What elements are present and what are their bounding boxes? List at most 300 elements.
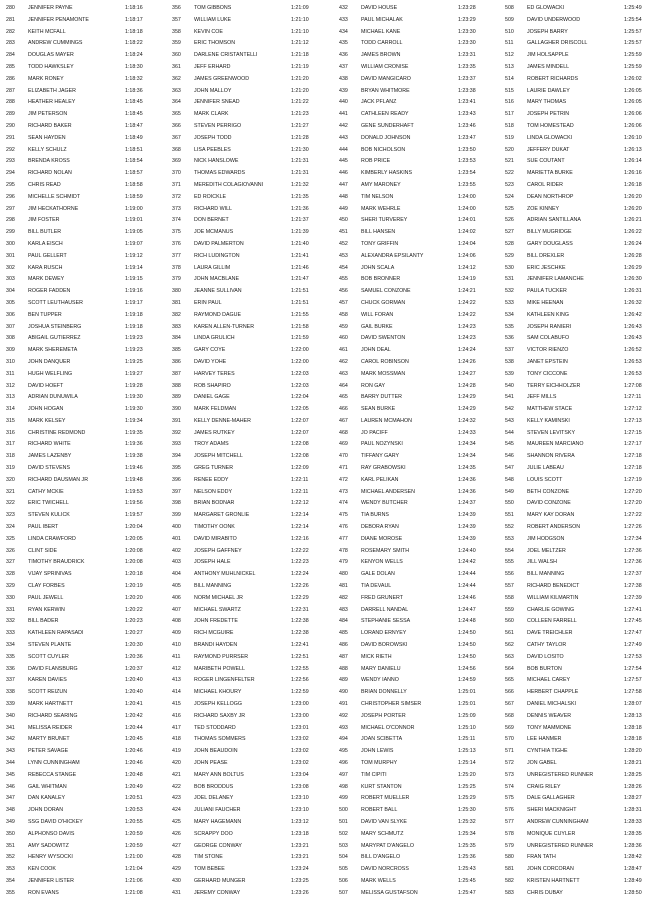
runner-name: DAN KANALEY <box>28 795 66 802</box>
place-number: 431 <box>172 889 181 896</box>
runner-name: DAVID MIRABITO <box>194 535 237 542</box>
finish-time: 1:23:31 <box>458 52 476 59</box>
place-number: 509 <box>505 16 514 23</box>
place-number: 395 <box>172 465 181 472</box>
finish-time: 1:18:49 <box>125 134 143 141</box>
place-number: 370 <box>172 170 181 177</box>
finish-time: 1:27:19 <box>624 476 642 483</box>
place-number: 573 <box>505 771 514 778</box>
place-number: 415 <box>172 701 181 708</box>
place-number: 476 <box>339 524 348 531</box>
place-number: 510 <box>505 28 514 35</box>
place-number: 466 <box>339 406 348 413</box>
finish-time: 1:20:04 <box>125 524 143 531</box>
place-number: 390 <box>172 406 181 413</box>
place-number: 546 <box>505 453 514 460</box>
runner-name: ROBERT BALL <box>361 807 398 814</box>
finish-time: 1:26:05 <box>624 87 642 94</box>
runner-name: DAVID VAN SLYKE <box>361 818 407 825</box>
finish-time: 1:23:10 <box>291 795 309 802</box>
finish-time: 1:20:45 <box>125 736 143 743</box>
finish-time: 1:24:56 <box>458 665 476 672</box>
runner-name: MICK RIETH <box>361 653 392 660</box>
place-number: 548 <box>505 476 514 483</box>
runner-name: MICHAEL CAREY <box>527 677 571 684</box>
runner-name: PAUL JEWELL <box>28 594 64 601</box>
place-number: 346 <box>6 783 15 790</box>
finish-time: 1:22:07 <box>291 429 309 436</box>
place-number: 487 <box>339 653 348 660</box>
runner-name: JEFF ERHARD <box>194 63 231 70</box>
finish-time: 1:24:36 <box>458 488 476 495</box>
runner-name: DONALD JOHNSON <box>361 134 411 141</box>
runner-name: MARK KELSEY <box>28 417 66 424</box>
runner-name: MARK CLARK <box>194 111 229 118</box>
place-number: 366 <box>172 122 181 129</box>
finish-time: 1:21:30 <box>291 146 309 153</box>
finish-time: 1:25:59 <box>624 63 642 70</box>
runner-name: MICHAEL O'CONNOR <box>361 724 415 731</box>
runner-name: ANTHONY MUHLNICKEL <box>194 571 256 578</box>
finish-time: 1:23:41 <box>458 99 476 106</box>
finish-time: 1:24:37 <box>458 500 476 507</box>
runner-name: SCOTT REIZUN <box>28 689 68 696</box>
place-number: 503 <box>339 842 348 849</box>
place-number: 498 <box>339 783 348 790</box>
place-number: 454 <box>339 264 348 271</box>
finish-time: 1:19:53 <box>125 488 143 495</box>
runner-name: ROGER LINGENFELTER <box>194 677 255 684</box>
finish-time: 1:18:24 <box>125 52 143 59</box>
finish-time: 1:27:38 <box>624 583 642 590</box>
runner-name: DANIEL GAGE <box>194 394 230 401</box>
place-number: 387 <box>172 370 181 377</box>
finish-time: 1:21:39 <box>291 229 309 236</box>
place-number: 444 <box>339 146 348 153</box>
finish-time: 1:28:42 <box>624 854 642 861</box>
finish-time: 1:19:15 <box>125 276 143 283</box>
finish-time: 1:20:46 <box>125 748 143 755</box>
finish-time: 1:24:42 <box>458 559 476 566</box>
runner-name: ALEXANDRA EPSILANTY <box>361 252 424 259</box>
place-number: 388 <box>172 382 181 389</box>
finish-time: 1:23:04 <box>291 771 309 778</box>
finish-time: 1:19:34 <box>125 417 143 424</box>
place-number: 574 <box>505 783 514 790</box>
runner-name: ALPHONSO DAVIS <box>28 830 75 837</box>
place-number: 521 <box>505 158 514 165</box>
runner-name: RICHARD NOLAN <box>28 170 72 177</box>
place-number: 316 <box>6 429 15 436</box>
finish-time: 1:19:25 <box>125 358 143 365</box>
runner-name: RICH MCGUIRE <box>194 630 234 637</box>
runner-name: CRAIG RILEY <box>527 783 561 790</box>
place-number: 561 <box>505 630 514 637</box>
place-number: 570 <box>505 736 514 743</box>
place-number: 391 <box>172 417 181 424</box>
place-number: 301 <box>6 252 15 259</box>
place-number: 347 <box>6 795 15 802</box>
place-number: 292 <box>6 146 15 153</box>
runner-name: JON GABEL <box>527 760 557 766</box>
place-number: 496 <box>339 760 348 766</box>
runner-name: JAMES MINDELL <box>527 63 570 70</box>
runner-name: KAREN DAVIES <box>28 677 67 684</box>
finish-time: 1:23:53 <box>458 158 476 165</box>
place-number: 537 <box>505 347 514 354</box>
place-number: 348 <box>6 807 15 814</box>
place-number: 378 <box>172 264 181 271</box>
finish-time: 1:23:02 <box>291 748 309 755</box>
finish-time: 1:24:28 <box>458 382 476 389</box>
runner-name: ROBERT MUELLER <box>361 795 410 802</box>
runner-name: DAVID MANGICARO <box>361 75 411 82</box>
finish-time: 1:18:36 <box>125 87 143 94</box>
finish-time: 1:23:35 <box>458 63 476 70</box>
runner-name: TERRY EICHHOLZER <box>527 382 581 389</box>
runner-name: PAULA TUCKER <box>527 288 567 295</box>
place-number: 551 <box>505 512 514 519</box>
place-number: 578 <box>505 830 514 837</box>
place-number: 413 <box>172 677 181 684</box>
runner-name: TONY GRIFFIN <box>361 240 399 247</box>
finish-time: 1:23:50 <box>458 146 476 153</box>
finish-time: 1:27:11 <box>624 394 642 401</box>
runner-name: MICHAEL KHOURY <box>194 689 242 696</box>
place-number: 374 <box>172 217 181 224</box>
finish-time: 1:21:22 <box>291 99 309 106</box>
finish-time: 1:24:00 <box>458 193 476 200</box>
place-number: 361 <box>172 63 181 70</box>
runner-name: BOB BURTON <box>527 665 562 672</box>
runner-name: CHRISTOPHER SIMSER <box>361 701 422 708</box>
runner-name: DALE GALLAGHER <box>527 795 575 802</box>
finish-time: 1:19:35 <box>125 429 143 436</box>
runner-name: LEE HANMER <box>527 736 562 743</box>
finish-time: 1:21:04 <box>125 866 143 873</box>
place-number: 280 <box>6 5 15 11</box>
finish-time: 1:20:59 <box>125 830 143 837</box>
runner-name: MARY SCHMUTZ <box>361 830 404 837</box>
place-number: 373 <box>172 205 181 212</box>
finish-time: 1:27:34 <box>624 535 642 542</box>
finish-time: 1:20:19 <box>125 583 143 590</box>
place-number: 425 <box>172 818 181 825</box>
finish-time: 1:23:54 <box>458 170 476 177</box>
finish-time: 1:24:24 <box>458 347 476 354</box>
finish-time: 1:24:50 <box>458 630 476 637</box>
finish-time: 1:19:27 <box>125 370 143 377</box>
runner-name: DAVID NORCROSS <box>361 866 409 873</box>
runner-name: BILL DREXLER <box>527 252 565 259</box>
place-number: 472 <box>339 476 348 483</box>
place-number: 456 <box>339 288 348 295</box>
place-number: 404 <box>172 571 181 578</box>
finish-time: 1:28:20 <box>624 748 642 755</box>
finish-time: 1:22:09 <box>291 465 309 472</box>
runner-name: TONY CICCONE <box>527 370 568 377</box>
finish-time: 1:27:45 <box>624 618 642 625</box>
runner-name: JOHN CORCORAN <box>527 866 574 873</box>
place-number: 567 <box>505 701 514 708</box>
runner-name: JOE MCMANUS <box>194 229 234 236</box>
place-number: 442 <box>339 122 348 129</box>
finish-time: 1:23:10 <box>291 807 309 814</box>
place-number: 473 <box>339 488 348 495</box>
finish-time: 1:19:17 <box>125 299 143 306</box>
runner-name: RICHARD DAUSMAN JR <box>28 476 89 483</box>
finish-time: 1:19:38 <box>125 453 143 460</box>
place-number: 582 <box>505 877 514 884</box>
finish-time: 1:22:07 <box>291 417 309 424</box>
place-number: 455 <box>339 276 348 283</box>
runner-name: DENNIS WEAVER <box>527 712 572 719</box>
place-number: 446 <box>339 170 348 177</box>
finish-time: 1:23:43 <box>458 111 476 118</box>
finish-time: 1:24:29 <box>458 406 476 413</box>
runner-name: RICHARD WILL <box>194 205 232 212</box>
runner-name: ANDREW CUMMINGS <box>28 40 83 47</box>
finish-time: 1:26:21 <box>624 217 642 224</box>
finish-time: 1:24:46 <box>458 594 476 601</box>
finish-time: 1:28:33 <box>624 818 642 825</box>
finish-time: 1:28:36 <box>624 842 642 849</box>
runner-name: MARIETTA BURKE <box>527 170 573 177</box>
finish-time: 1:19:28 <box>125 382 143 389</box>
runner-name: MARIBETH POWELL <box>194 665 245 672</box>
place-number: 359 <box>172 40 181 47</box>
runner-name: PAUL MICHALAK <box>361 16 403 23</box>
finish-time: 1:23:30 <box>458 28 476 35</box>
runner-name: RAYMOND DAGUE <box>194 311 241 318</box>
place-number: 360 <box>172 52 181 59</box>
place-number: 563 <box>505 653 514 660</box>
finish-time: 1:26:53 <box>624 370 642 377</box>
finish-time: 1:24:19 <box>458 276 476 283</box>
place-number: 469 <box>339 441 348 448</box>
runner-name: CYNTHIA TIGHE <box>527 748 568 755</box>
runner-name: MONIQUE CUYLER <box>527 830 576 837</box>
finish-time: 1:27:36 <box>624 559 642 566</box>
finish-time: 1:21:19 <box>291 63 309 70</box>
finish-time: 1:26:06 <box>624 111 642 118</box>
finish-time: 1:27:12 <box>624 406 642 413</box>
place-number: 566 <box>505 689 514 696</box>
finish-time: 1:24:39 <box>458 524 476 531</box>
finish-time: 1:28:50 <box>624 889 642 896</box>
runner-name: BILL MANNING <box>527 571 565 578</box>
finish-time: 1:20:05 <box>125 535 143 542</box>
finish-time: 1:19:36 <box>125 441 143 448</box>
place-number: 576 <box>505 807 514 814</box>
runner-name: ROB SHAPIRO <box>194 382 231 389</box>
runner-name: JOHN DORAN <box>28 807 64 814</box>
runner-name: BRIAN DONNELLY <box>361 689 407 696</box>
finish-time: 1:26:32 <box>624 299 642 306</box>
place-number: 495 <box>339 748 348 755</box>
finish-time: 1:22:55 <box>291 665 309 672</box>
finish-time: 1:26:20 <box>624 205 642 212</box>
runner-name: BILL BUTLER <box>28 229 62 236</box>
place-number: 296 <box>6 193 15 200</box>
runner-name: DAVE TREICHLER <box>527 630 573 637</box>
runner-name: CATHY MCKIE <box>28 488 64 495</box>
place-number: 286 <box>6 75 15 82</box>
place-number: 284 <box>6 52 15 59</box>
finish-time: 1:24:27 <box>458 370 476 377</box>
finish-time: 1:24:34 <box>458 453 476 460</box>
runner-name: JENNIFER PENAMONTE <box>28 16 89 23</box>
finish-time: 1:24:50 <box>458 653 476 660</box>
finish-time: 1:21:55 <box>291 311 309 318</box>
place-number: 353 <box>6 866 15 873</box>
runner-name: BRIAN BODNAR <box>194 500 235 507</box>
place-number: 389 <box>172 394 181 401</box>
runner-name: SAMUEL CONZONE <box>361 288 411 295</box>
finish-time: 1:21:47 <box>291 276 309 283</box>
place-number: 306 <box>6 311 15 318</box>
runner-name: JOSEPH KELLOGG <box>194 701 242 708</box>
finish-time: 1:23:24 <box>291 866 309 873</box>
finish-time: 1:25:34 <box>458 830 476 837</box>
place-number: 452 <box>339 240 348 247</box>
finish-time: 1:25:01 <box>458 689 476 696</box>
runner-name: UNREGISTERED RUNNER <box>527 842 594 849</box>
runner-name: BILL HANSEN <box>361 229 396 236</box>
runner-name: JIM HOLSAPPLE <box>527 52 569 59</box>
place-number: 451 <box>339 229 348 236</box>
runner-name: MATTHEW STACE <box>527 406 573 413</box>
runner-name: KURT STANTON <box>361 783 402 790</box>
place-number: 513 <box>505 63 514 70</box>
finish-time: 1:22:08 <box>291 453 309 460</box>
finish-time: 1:21:46 <box>291 264 309 271</box>
finish-time: 1:22:16 <box>291 535 309 542</box>
place-number: 515 <box>505 87 514 94</box>
runner-name: ROB PRICE <box>361 158 391 165</box>
finish-time: 1:24:50 <box>458 642 476 649</box>
finish-time: 1:21:27 <box>291 122 309 129</box>
place-number: 457 <box>339 299 348 306</box>
runner-name: DAVID LOSITO <box>527 653 564 660</box>
place-number: 562 <box>505 642 514 649</box>
finish-time: 1:18:32 <box>125 75 143 82</box>
place-number: 422 <box>172 783 181 790</box>
runner-name: DARLENE CRISTANTELLI <box>194 52 258 59</box>
finish-time: 1:20:51 <box>125 795 143 802</box>
runner-name: JO PACIFF <box>361 429 388 436</box>
runner-name: WENDY BUTCHER <box>361 500 408 507</box>
runner-name: DAVID PALMERTON <box>194 240 244 247</box>
finish-time: 1:28:18 <box>624 724 642 731</box>
runner-name: RAY GRABOWSKI <box>361 465 406 472</box>
runner-name: PAUL GELLERT <box>28 252 67 259</box>
runner-name: BRYAN WHITMORE <box>361 87 410 94</box>
place-number: 290 <box>6 122 15 129</box>
finish-time: 1:24:44 <box>458 571 476 578</box>
runner-name: JOHN DANQUER <box>28 358 71 365</box>
place-number: 526 <box>505 217 514 224</box>
finish-time: 1:26:29 <box>624 264 642 271</box>
place-number: 405 <box>172 583 181 590</box>
place-number: 369 <box>172 158 181 165</box>
runner-name: JOSHUA STEINBERG <box>28 323 82 330</box>
place-number: 483 <box>339 606 348 613</box>
runner-name: RICHARD SEARING <box>28 712 78 719</box>
place-number: 319 <box>6 465 15 472</box>
place-number: 377 <box>172 252 181 259</box>
finish-time: 1:27:37 <box>624 571 642 578</box>
place-number: 291 <box>6 134 15 141</box>
finish-time: 1:27:15 <box>624 429 642 436</box>
runner-name: JOSEPH RANIERI <box>527 323 572 330</box>
runner-name: CLINT SIDE <box>28 547 58 554</box>
place-number: 532 <box>505 288 514 295</box>
runner-name: HEATHER HEALEY <box>28 99 76 106</box>
runner-name: RICHARD BAKER <box>28 122 72 129</box>
place-number: 312 <box>6 382 15 389</box>
place-number: 322 <box>6 500 15 507</box>
runner-name: PETER SAVAGE <box>28 748 69 755</box>
runner-name: HERBERT CHAPPLE <box>527 689 579 696</box>
runner-name: TOM BEBEE <box>194 866 225 873</box>
place-number: 577 <box>505 818 514 825</box>
runner-name: DAVID UNDERWOOD <box>527 16 581 23</box>
place-number: 406 <box>172 594 181 601</box>
finish-time: 1:26:22 <box>624 229 642 236</box>
runner-name: BILL BADER <box>28 618 59 625</box>
runner-name: ROGER FADDEN <box>28 288 71 295</box>
finish-time: 1:23:47 <box>458 134 476 141</box>
runner-name: DIANE MOROSE <box>361 535 403 542</box>
runner-name: LAURIE DAWLEY <box>527 87 570 94</box>
place-number: 385 <box>172 347 181 354</box>
runner-name: BILLY MUGRIDGE <box>527 229 572 236</box>
finish-time: 1:20:37 <box>125 665 143 672</box>
finish-time: 1:23:37 <box>458 75 476 82</box>
finish-time: 1:26:18 <box>624 181 642 188</box>
finish-time: 1:27:58 <box>624 689 642 696</box>
finish-time: 1:22:31 <box>291 606 309 613</box>
place-number: 556 <box>505 571 514 578</box>
place-number: 464 <box>339 382 348 389</box>
finish-time: 1:24:06 <box>458 252 476 259</box>
finish-time: 1:25:01 <box>458 701 476 708</box>
finish-time: 1:20:53 <box>125 807 143 814</box>
place-number: 481 <box>339 583 348 590</box>
finish-time: 1:21:10 <box>291 28 309 35</box>
runner-name: JILL WALSH <box>527 559 557 566</box>
runner-name: MICHAEL SWARTZ <box>194 606 241 613</box>
finish-time: 1:20:36 <box>125 653 143 660</box>
place-number: 314 <box>6 406 15 413</box>
runner-name: CAROL ROBINSON <box>361 358 409 365</box>
runner-name: KIMBERLY HASKINS <box>361 170 413 177</box>
place-number: 485 <box>339 630 348 637</box>
finish-time: 1:27:20 <box>624 500 642 507</box>
runner-name: JULIE LABEAU <box>527 465 564 472</box>
place-number: 575 <box>505 795 514 802</box>
runner-name: DEBORA RYAN <box>361 524 399 531</box>
runner-name: RENEE EDDY <box>194 476 229 483</box>
runner-name: STEPHANIE SESSA <box>361 618 411 625</box>
finish-time: 1:27:18 <box>624 465 642 472</box>
place-number: 397 <box>172 488 181 495</box>
place-number: 349 <box>6 818 15 825</box>
place-number: 281 <box>6 16 15 23</box>
finish-time: 1:18:57 <box>125 170 143 177</box>
place-number: 467 <box>339 417 348 424</box>
